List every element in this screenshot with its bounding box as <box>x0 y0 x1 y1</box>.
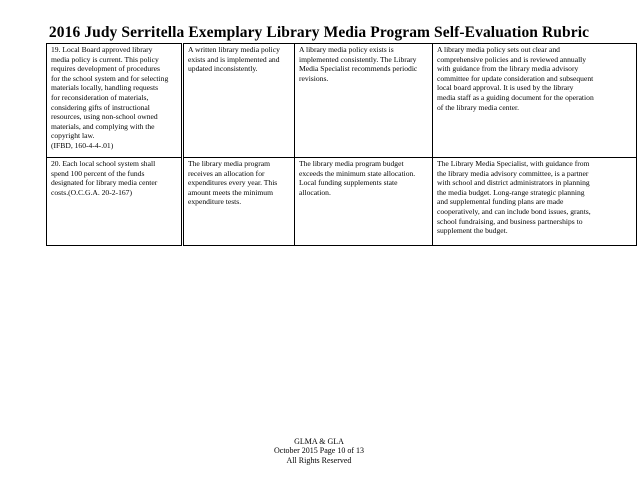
level-2-cell <box>295 158 433 246</box>
level-3-text-line: The Library Media Specialist, with guidance from <box>437 159 590 168</box>
level-3-text-line: the media budget. Long-range strategic planning <box>437 187 585 197</box>
criteria-cell <box>47 44 183 158</box>
level-2-text-line: revisions. <box>299 73 329 83</box>
criteria-text-line: spend 100 percent of the funds <box>51 168 145 178</box>
level-3-text-line: comprehensive policies and is reviewed annually <box>437 54 587 64</box>
level-1-text-line: receives an allocation for <box>188 168 265 178</box>
criteria-text-line: for the school system and for selecting <box>51 73 169 83</box>
criteria-cell <box>47 158 183 246</box>
criteria-text-line: for reconsideration of materials, <box>51 92 149 102</box>
rubric-table <box>46 43 637 246</box>
criteria-text-line: requires development of procedures <box>51 64 161 74</box>
criteria-text-line: materials, and complying with the <box>51 121 155 131</box>
table-row <box>47 44 637 158</box>
level-1-text-line: A written library media policy <box>188 45 280 54</box>
level-1-cell <box>183 158 295 246</box>
criteria-text-line: materials locally, handling requests <box>51 83 159 93</box>
level-3-text-line: committee for update consideration and subsequent <box>437 73 594 83</box>
level-3-text-line: local board approval. It is used by the library <box>437 83 574 93</box>
criteria-text-line: copyright law. <box>51 131 95 141</box>
criteria-text-line: (IFBD, 160-4-4-.01) <box>51 140 114 150</box>
level-2-text-line: A library media policy exists is <box>299 45 394 54</box>
level-3-text-line: the library media advisory committee, is a partner <box>437 168 589 178</box>
criteria-text-line: resources, using non-school owned <box>51 112 158 122</box>
criteria-text-line: 19. Local Board approved library <box>51 45 153 54</box>
level-2-text-line: implemented consistently. The Library <box>299 54 417 64</box>
footer-page-info: October 2015 Page 10 of 13 <box>274 446 364 456</box>
level-1-text-line: The library media program <box>188 159 271 168</box>
footer-rights: All Rights Reserved <box>286 455 352 465</box>
criteria-text-line: costs.(O.C.G.A. 20-2-167) <box>51 187 132 197</box>
level-3-text-line: with guidance from the library media advisory <box>437 64 579 74</box>
level-3-text-line: media staff as a guiding document for the operation <box>437 92 594 102</box>
page-footer <box>0 437 638 465</box>
criteria-text-line: media policy is current. This policy <box>51 54 159 64</box>
criteria-text-line: 20. Each local school system shall <box>51 159 156 168</box>
level-3-text-line: with school and district administrators in planning <box>437 178 590 188</box>
level-1-text-line: expenditures every year. This <box>188 178 278 188</box>
criteria-text-line: designated for library media center <box>51 178 158 188</box>
level-3-text-line: A library media policy sets out clear and <box>437 45 560 54</box>
level-1-text-line: expenditure tests. <box>188 197 242 207</box>
level-3-text-line: cooperatively, and can include bond issues, grants, <box>437 206 591 216</box>
level-3-cell <box>433 158 637 246</box>
level-2-text-line: allocation. <box>299 187 331 197</box>
level-2-text-line: Local funding supplements state <box>299 178 398 188</box>
table-row <box>47 158 637 246</box>
level-3-text-line: of the library media center. <box>437 102 520 112</box>
footer-organization: GLMA & GLA <box>294 437 344 446</box>
level-1-text-line: exists and is implemented and <box>188 54 280 64</box>
level-2-text-line: The library media program budget <box>299 159 404 168</box>
level-3-text-line: and supplemental funding plans are made <box>437 197 564 207</box>
level-2-cell <box>295 44 433 158</box>
level-3-cell <box>433 44 637 158</box>
level-2-text-line: exceeds the minimum state allocation. <box>299 168 416 178</box>
page-title: 2016 Judy Serritella Exemplary Library Media Program Self-Evaluation Rubric <box>48 24 590 41</box>
criteria-text-line: considering gifts of instructional <box>51 102 150 112</box>
level-1-text-line: updated inconsistently. <box>188 64 258 74</box>
level-1-cell <box>183 44 295 158</box>
level-3-text-line: school fundraising, and business partnerships to <box>437 216 583 226</box>
level-3-text-line: supplement the budget. <box>437 226 508 236</box>
level-2-text-line: Media Specialist recommends periodic <box>299 64 418 74</box>
level-1-text-line: amount meets the minimum <box>188 187 273 197</box>
